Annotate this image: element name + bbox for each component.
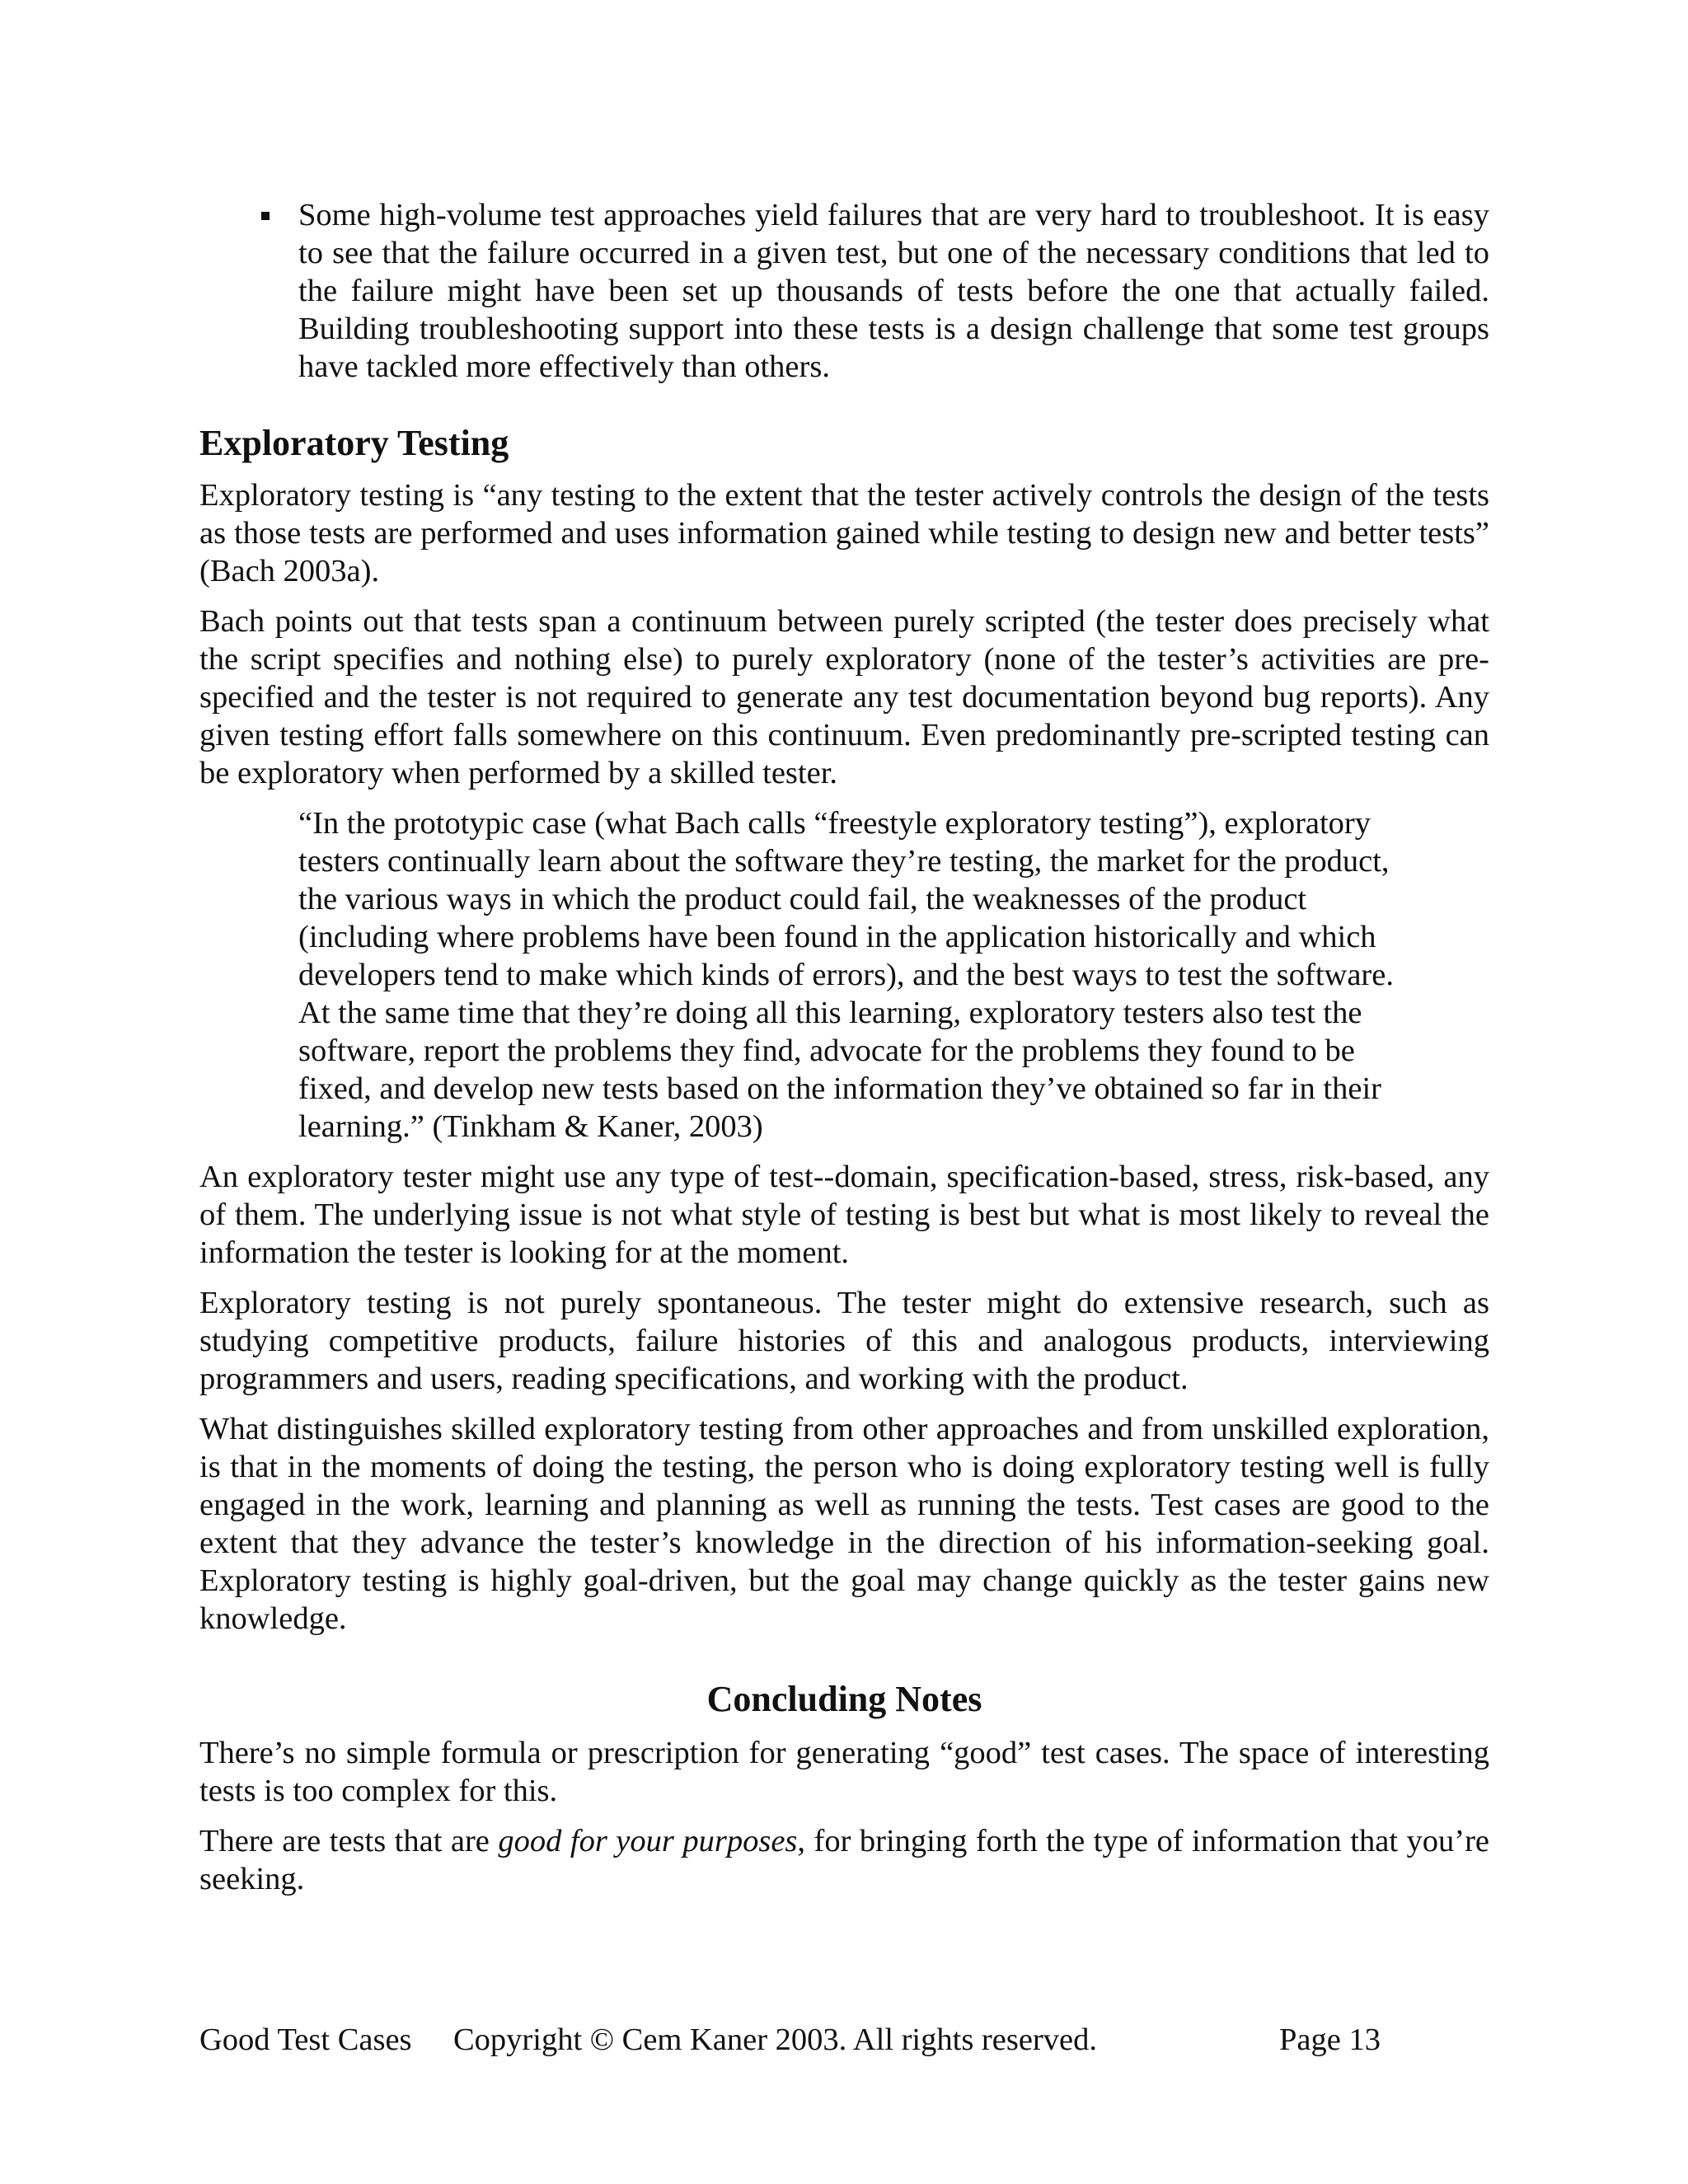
heading-concluding-notes: Concluding Notes [706,1679,982,1719]
page-body [199,196,1489,1898]
emphasis-text: good for your purposes [498,1824,798,1858]
paragraph-not-spontaneous: Exploratory testing is not purely spontaneous. The tester might do extensive research, such as studying competitive products, failure histories of this and analogous products, interviewing programmers and users, reading specifications, and working with the product. [199,1286,1489,1396]
heading-exploratory-testing: Exploratory Testing [199,423,509,463]
bullet-text: Some high-volume test approaches yield failures that are very hard to troubleshoot. It is easy to see that the failure occurred in a given test, but one of the necessary conditions that led to the failure might have been set up thousands of tests before the one that actually failed. Building troubleshooting support into these tests is a design challenge that some test groups have tackled more effectively than others. [298,198,1489,384]
square-bullet-icon [261,212,270,220]
footer-page-number: Page 13 [1279,2022,1381,2057]
paragraph-no-formula: There’s no simple formula or prescription for generating “good” test cases. The space of interesting tests is too complex for this. [199,1736,1489,1808]
bullet-item [199,196,1489,386]
block-quote: “In the prototypic case (what Bach calls “freestyle exploratory testing”), exploratory testers continually learn about the software they’re testing, the market for the product, the various ways in which the product could fail, the weaknesses of the product (including where problems have been found in the application historically and which developers tend to make which kinds of errors), and the best ways to test the software. At the same time that they’re doing all this learning, exploratory testers also test the software, report the problems they find, advocate for the problems they found to be fixed, and develop new tests based on the information they’ve obtained so far in their learning.” (Tinkham & Kaner, 2003) [298,806,1394,1144]
paragraph-continuum: Bach points out that tests span a continuum between purely scripted (the tester does precisely what the script specifies and nothing else) to purely exploratory (none of the tester’s activities are pre-specified and the tester is not required to generate any test documentation beyond bug reports). Any given testing effort falls somewhere on this continuum. Even predominantly pre-scripted testing can be exploratory when performed by a skilled tester. [199,604,1489,790]
footer-document-title: Good Test Cases [199,2022,412,2057]
text-run: There are tests that are [199,1824,499,1858]
footer-copyright: Copyright © Cem Kaner 2003. All rights reserved. [453,2022,1097,2057]
paragraph-definition: Exploratory testing is “any testing to the extent that the tester actively controls the design of the tests as those tests are performed and uses information gained while testing to design new and better tests” (Bach 2003a). [199,478,1489,588]
paragraph-skilled-exploration: What distinguishes skilled exploratory testing from other approaches and from unskilled exploration, is that in the moments of doing the testing, the person who is doing exploratory testing well is fully engaged in the work, learning and planning as well as running the tests. Test cases are good to the extent that they advance the tester’s knowledge in the direction of his information-seeking goal. Exploratory testing is highly goal-driven, but the goal may change quickly as the tester gains new knowledge. [199,1412,1489,1636]
paragraph-test-types: An exploratory tester might use any type of test--domain, specification-based, stress, risk-based, any of them. The underlying issue is not what style of testing is best but what is most likely to reveal the information the tester is looking for at the moment. [199,1160,1489,1270]
text-run: , for bringing forth the type of information that you’re seeking. [199,1824,1490,1896]
paragraph-good-for-purposes [199,1822,1489,1898]
